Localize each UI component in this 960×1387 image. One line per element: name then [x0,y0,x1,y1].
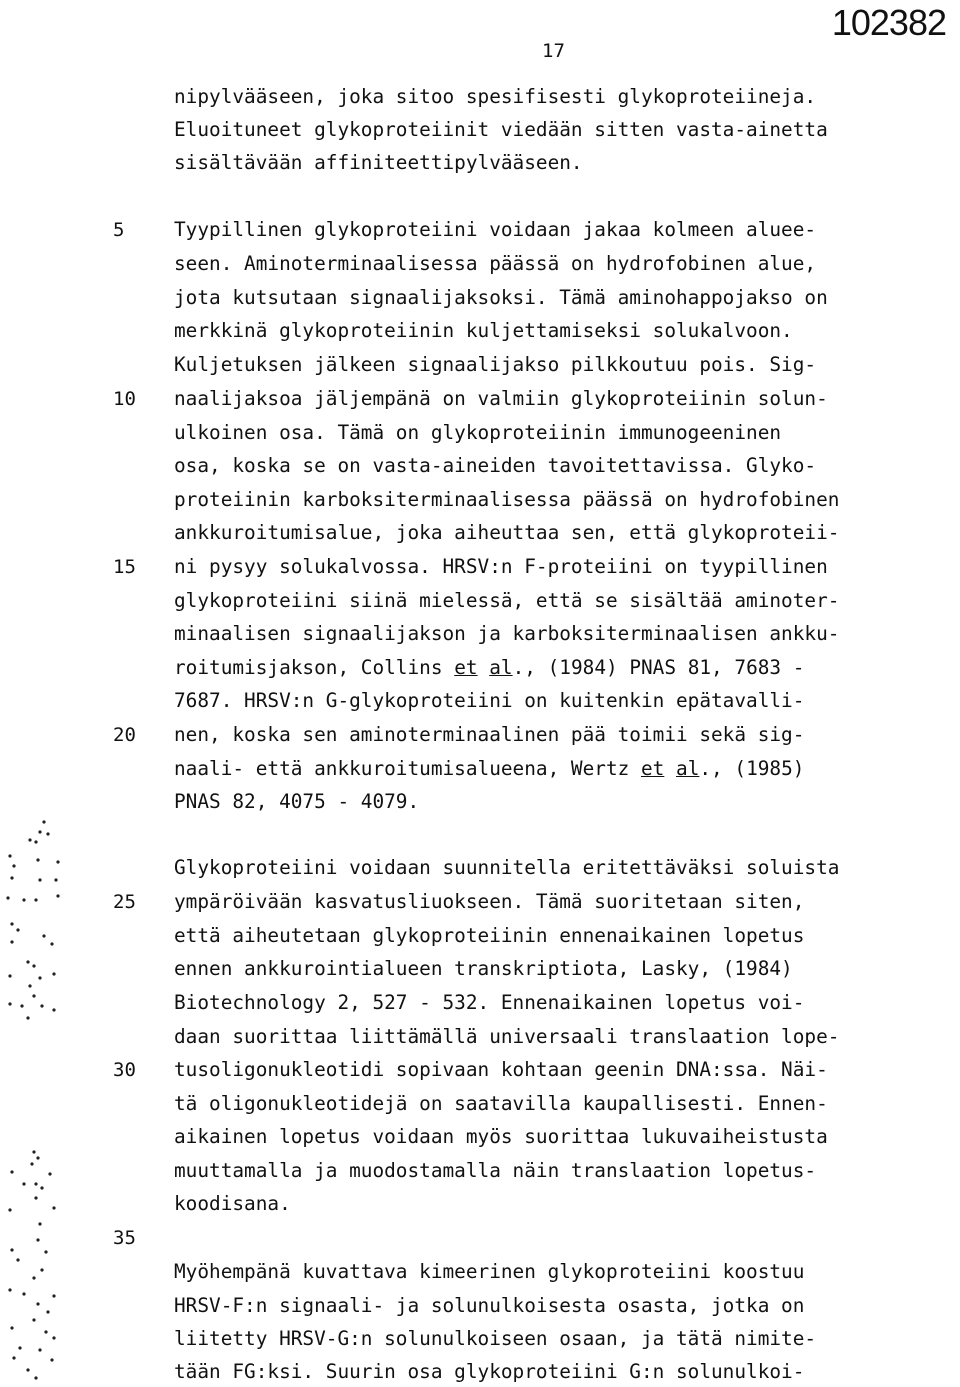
page-number: 17 [542,40,565,62]
text-line: seen. Aminoterminaalisessa päässä on hydrofobinen alue, [174,252,817,275]
line-number: 10 [113,388,136,410]
text-line: tä oligonukleotidejä on saatavilla kaupallisesti. Ennen- [174,1092,828,1115]
text-line: Eluoituneet glykoproteiinit viedään sitten vasta-ainetta [174,118,828,141]
text-line: sisältävään affiniteettipylvääseen. [174,151,583,174]
text-line: PNAS 82, 4075 - 4079. [174,790,420,813]
text-line: aikainen lopetus voidaan myös suorittaa lukuvaiheistusta [174,1125,828,1148]
text-line: roitumisjakson, Collins et al., (1984) PNAS 81, 7683 - [174,656,805,679]
text-line: Myöhempänä kuvattava kimeerinen glykoproteiini koostuu [174,1260,805,1283]
line-number: 5 [113,219,125,241]
text-line: ni pysyy solukalvossa. HRSV:n F-proteiini on tyypillinen [174,555,828,578]
text-line: naali- että ankkuroitumisalueena, Wertz et al., (1985) [174,757,805,780]
line-number: 35 [113,1227,136,1249]
line-number: 20 [113,724,136,746]
text-line: liitetty HRSV-G:n solunulkoiseen osaan, ja tätä nimite- [174,1327,817,1350]
text-line: 7687. HRSV:n G-glykoproteiini on kuitenkin epätavalli- [174,689,805,712]
line-number: 25 [113,891,136,913]
line-number: 30 [113,1059,136,1081]
text-line: Tyypillinen glykoproteiini voidaan jakaa kolmeen aluee- [174,218,817,241]
text-line: nipylvääseen, joka sitoo spesifisesti glykoproteiineja. [174,85,817,108]
text-line: naalijaksoa jäljempänä on valmiin glykoproteiinin solun- [174,387,828,410]
text-line: ulkoinen osa. Tämä on glykoproteiinin immunogeeninen [174,421,782,444]
text-line: osa, koska se on vasta-aineiden tavoitettavissa. Glyko- [174,454,817,477]
text-line: proteiinin karboksiterminaalisessa päässä on hydrofobinen [174,488,840,511]
text-line: glykoproteiini siinä mielessä, että se sisältää aminoter- [174,589,840,612]
text-line: nen, koska sen aminoterminaalinen pää toimii sekä sig- [174,723,805,746]
line-number: 15 [113,556,136,578]
text-line: muuttamalla ja muodostamalla näin translaation lopetus- [174,1159,817,1182]
text-line: ennen ankkurointialueen transkriptiota, Lasky, (1984) [174,957,793,980]
text-line: tään FG:ksi. Suurin osa glykoproteiini G:n solunulkoi- [174,1360,805,1383]
text-line: Glykoproteiini voidaan suunnitella eritettäväksi soluista [174,856,840,879]
text-line: merkkinä glykoproteiinin kuljettamiseksi solukalvoon. [174,319,793,342]
text-line: HRSV-F:n signaali- ja solunulkoisesta osasta, jotka on [174,1294,805,1317]
text-line: että aiheutetaan glykoproteiinin ennenaikainen lopetus [174,924,805,947]
text-line: daan suorittaa liittämällä universaali translaation lope- [174,1025,840,1048]
text-line: koodisana. [174,1192,291,1215]
margin-dot-marks [0,800,80,1385]
text-line: jota kutsutaan signaalijaksoksi. Tämä aminohappojakso on [174,286,828,309]
text-line: Biotechnology 2, 527 - 532. Ennenaikainen lopetus voi- [174,991,805,1014]
text-line: ympäröivään kasvatusliuokseen. Tämä suoritetaan siten, [174,890,805,913]
text-line: ankkuroitumisalue, joka aiheuttaa sen, että glykoproteii- [174,521,840,544]
document-number: 102382 [831,2,946,43]
text-line: minaalisen signaalijakson ja karboksiterminaalisen ankku- [174,622,840,645]
text-line: Kuljetuksen jälkeen signaalijakso pilkkoutuu pois. Sig- [174,353,817,376]
text-line: tusoligonukleotidi sopivaan kohtaan geenin DNA:ssa. Näi- [174,1058,828,1081]
